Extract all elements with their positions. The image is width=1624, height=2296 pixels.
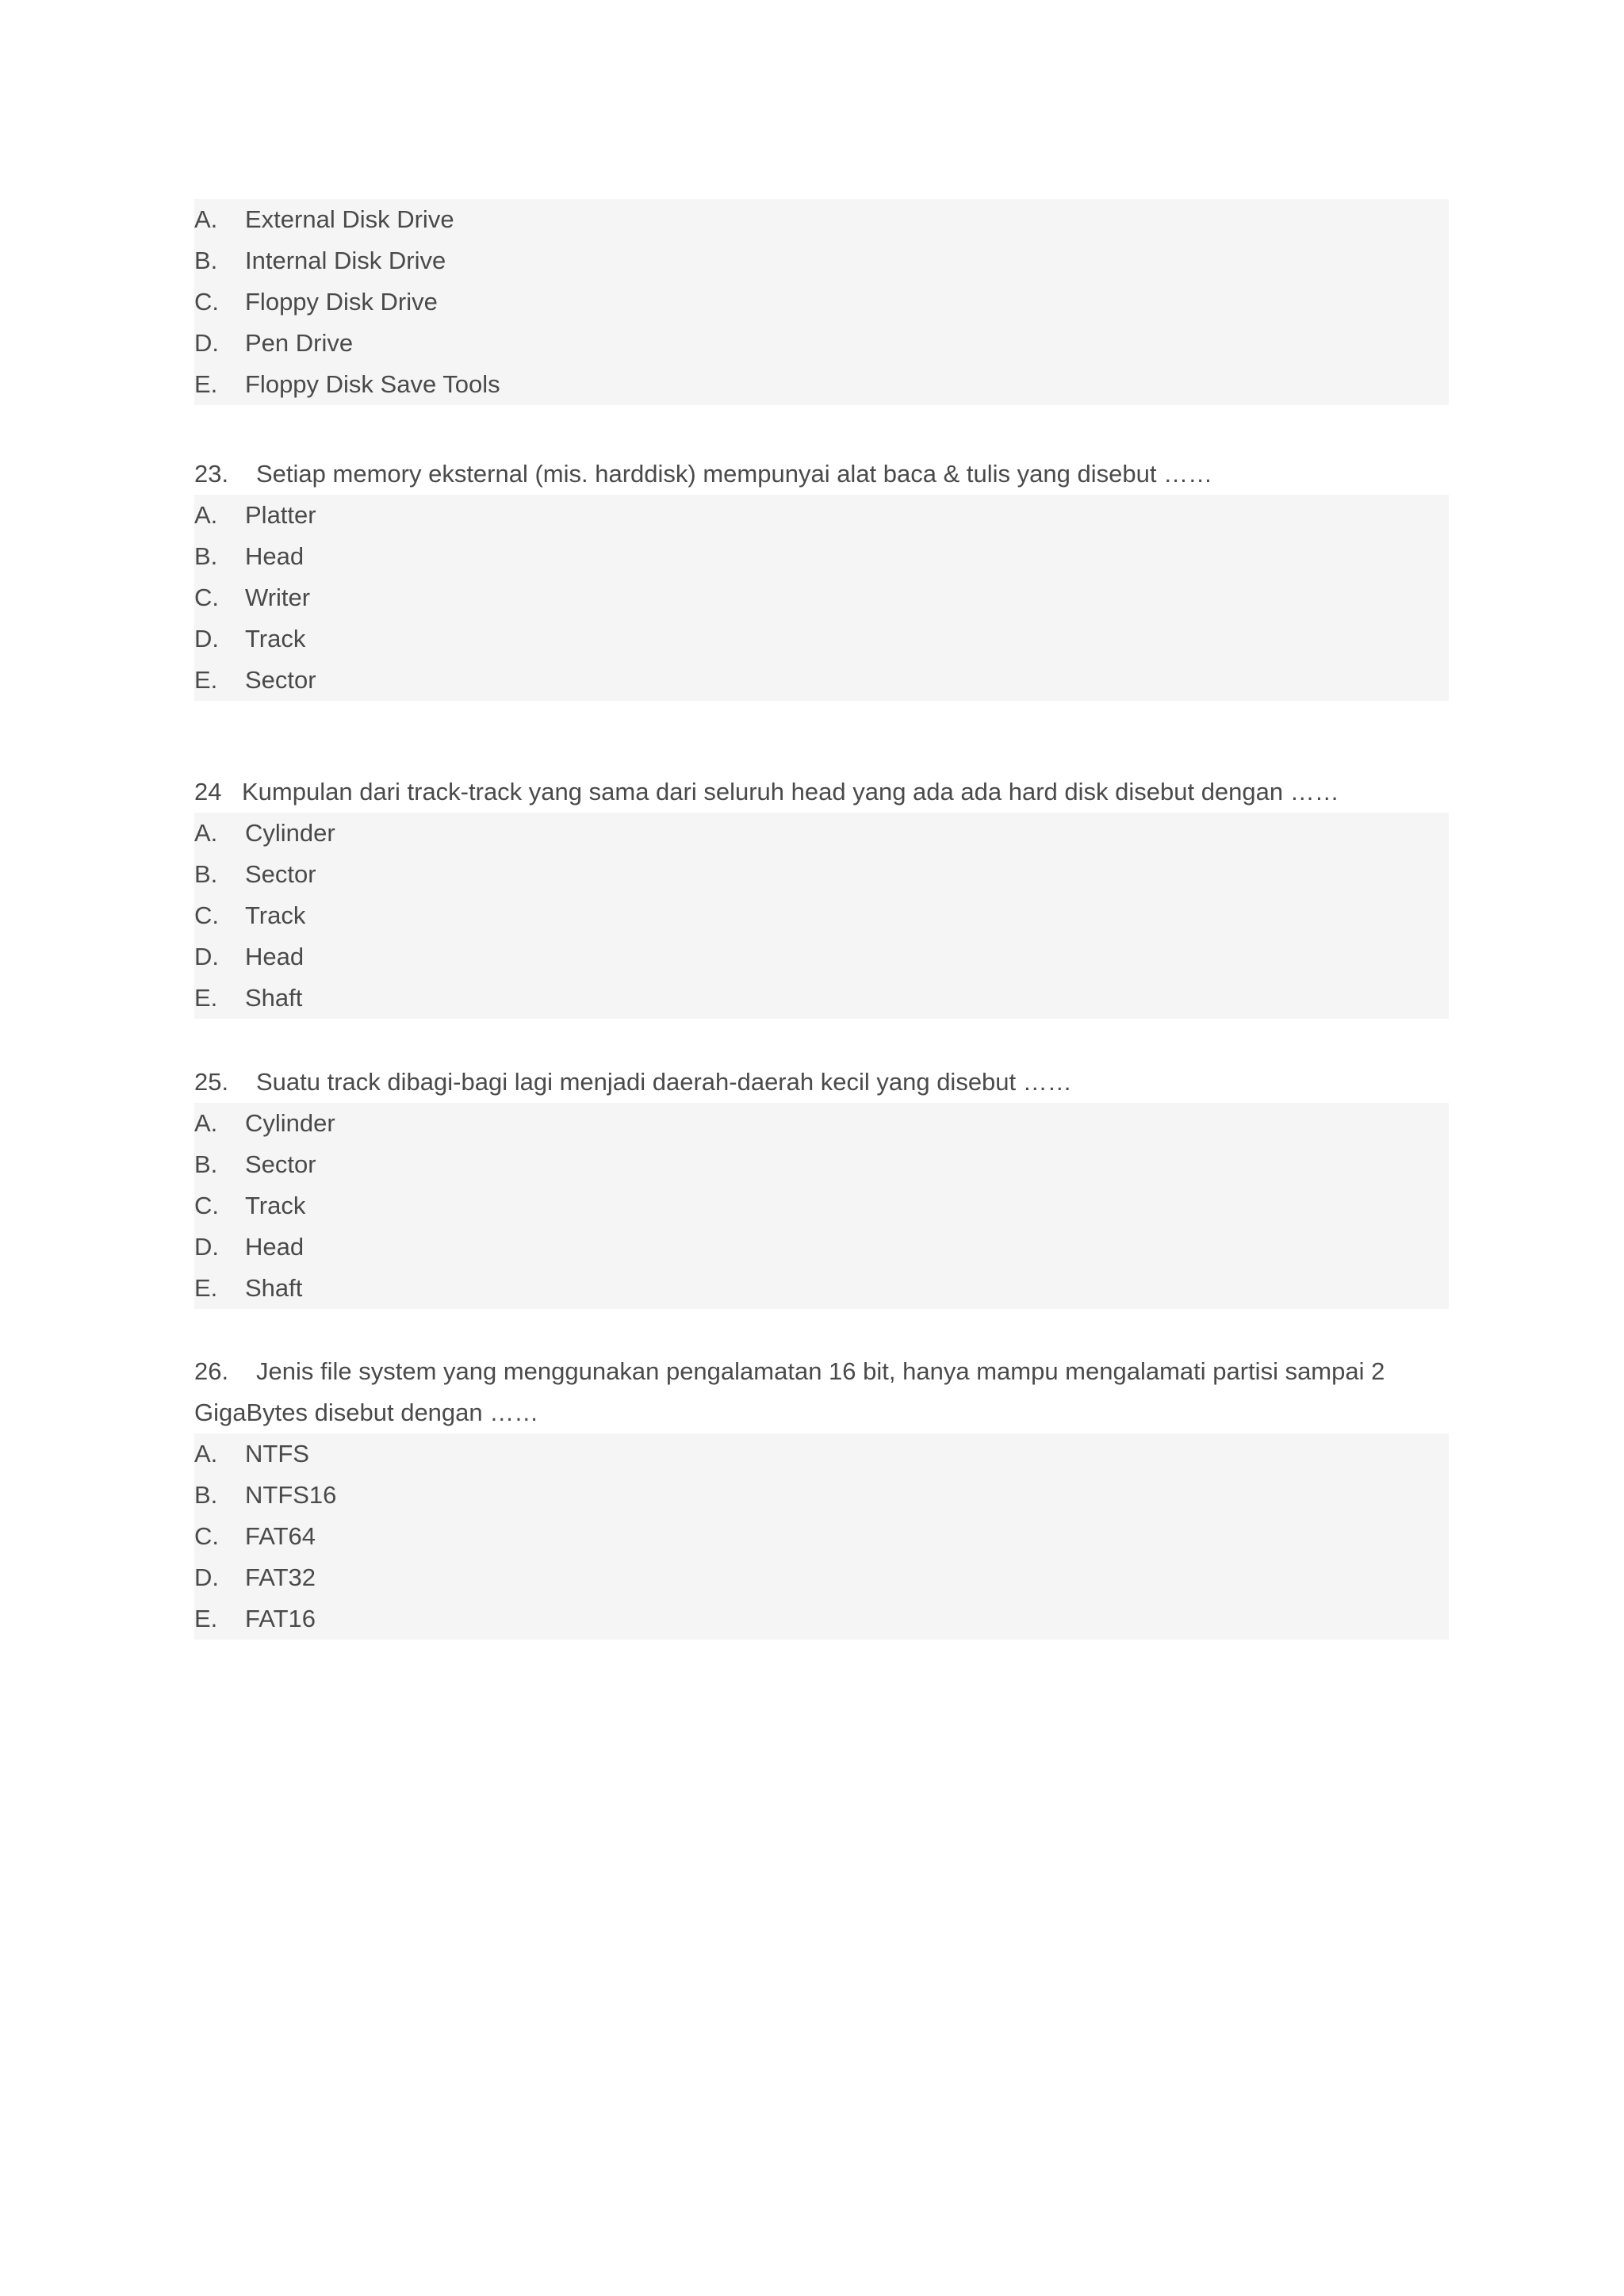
question-stem: Suatu track dibagi-bagi lagi menjadi daerah-daerah kecil yang disebut …… — [256, 1068, 1072, 1096]
option-d — [194, 323, 1449, 364]
option-letter: A. — [194, 819, 218, 847]
option-text: Floppy Disk Drive — [245, 288, 438, 316]
option-b — [194, 1475, 1449, 1516]
option-d — [194, 618, 1449, 660]
option-text: Track — [245, 625, 306, 652]
option-letter: E. — [194, 1274, 218, 1302]
question-stem: Setiap memory eksternal (mis. harddisk) mempunyai alat baca & tulis yang disebut …… — [256, 460, 1213, 488]
option-text: Head — [245, 542, 304, 570]
option-letter: C. — [194, 1522, 219, 1550]
question-text — [194, 771, 1449, 813]
option-text: Internal Disk Drive — [245, 247, 446, 274]
options-list — [194, 199, 1449, 405]
question-23-block — [194, 453, 1449, 701]
option-a — [194, 1433, 1449, 1475]
option-letter: C. — [194, 901, 219, 929]
option-c — [194, 577, 1449, 618]
question-24-block — [194, 771, 1449, 1019]
option-letter: C. — [194, 584, 219, 611]
option-a — [194, 199, 1449, 240]
option-letter: E. — [194, 666, 218, 694]
option-text: External Disk Drive — [245, 205, 454, 233]
option-letter: E. — [194, 1605, 218, 1632]
option-letter: E. — [194, 370, 218, 398]
option-text: Cylinder — [245, 1109, 335, 1137]
option-letter: D. — [194, 1233, 219, 1261]
option-b — [194, 1144, 1449, 1185]
option-text: Head — [245, 1233, 304, 1261]
options-list — [194, 495, 1449, 701]
question-text — [194, 1351, 1431, 1433]
option-letter: D. — [194, 329, 219, 357]
option-e — [194, 660, 1449, 701]
question-number: 26. — [194, 1357, 229, 1385]
options-list — [194, 1103, 1449, 1309]
option-letter: A. — [194, 501, 218, 529]
option-b — [194, 536, 1449, 577]
option-letter: A. — [194, 1440, 218, 1468]
question-text — [194, 453, 1449, 495]
option-d — [194, 936, 1449, 978]
option-letter: C. — [194, 288, 219, 316]
option-letter: C. — [194, 1192, 219, 1219]
option-text: Floppy Disk Save Tools — [245, 370, 500, 398]
option-text: Platter — [245, 501, 316, 529]
question-25-block — [194, 1062, 1449, 1309]
option-c — [194, 281, 1449, 323]
option-text: Sector — [245, 860, 316, 888]
option-text: Writer — [245, 584, 311, 611]
question-number: 25. — [194, 1068, 229, 1096]
option-a — [194, 495, 1449, 536]
question-number: 23. — [194, 460, 229, 488]
option-a — [194, 1103, 1449, 1144]
option-text: Shaft — [245, 1274, 303, 1302]
option-e — [194, 364, 1449, 405]
option-d — [194, 1226, 1449, 1268]
question-stem: Kumpulan dari track-track yang sama dari seluruh head yang ada ada hard disk disebut dengan …… — [242, 778, 1339, 806]
option-letter: B. — [194, 860, 218, 888]
option-letter: D. — [194, 1563, 219, 1591]
option-text: Head — [245, 943, 304, 970]
option-text: Cylinder — [245, 819, 335, 847]
option-text: NTFS — [245, 1440, 309, 1468]
option-letter: A. — [194, 1109, 218, 1137]
option-e — [194, 978, 1449, 1019]
option-text: Track — [245, 1192, 306, 1219]
option-b — [194, 240, 1449, 281]
option-letter: D. — [194, 943, 219, 970]
option-b — [194, 854, 1449, 895]
option-c — [194, 1185, 1449, 1226]
options-list — [194, 813, 1449, 1019]
option-letter: D. — [194, 625, 219, 652]
option-text: Pen Drive — [245, 329, 354, 357]
question-text — [194, 1062, 1449, 1103]
option-text: FAT16 — [245, 1605, 316, 1632]
question-26-block — [194, 1351, 1449, 1640]
question-number: 24 — [194, 778, 222, 806]
option-e — [194, 1268, 1449, 1309]
option-text: FAT64 — [245, 1522, 316, 1550]
options-list — [194, 1433, 1449, 1640]
option-letter: E. — [194, 984, 218, 1012]
option-text: Sector — [245, 666, 316, 694]
option-text: FAT32 — [245, 1563, 316, 1591]
option-text: Sector — [245, 1150, 316, 1178]
option-text: Track — [245, 901, 306, 929]
option-e — [194, 1598, 1449, 1640]
option-letter: B. — [194, 542, 218, 570]
option-text: Shaft — [245, 984, 303, 1012]
option-letter: B. — [194, 1481, 218, 1509]
question-stem: Jenis file system yang menggunakan pengalamatan 16 bit, hanya mampu mengalamati partisi sampai 2 GigaBytes disebut dengan …… — [194, 1357, 1385, 1426]
option-d — [194, 1557, 1449, 1598]
question-22-block — [194, 199, 1449, 405]
option-letter: B. — [194, 1150, 218, 1178]
option-text: NTFS16 — [245, 1481, 337, 1509]
option-c — [194, 1516, 1449, 1557]
option-c — [194, 895, 1449, 936]
option-a — [194, 813, 1449, 854]
option-letter: A. — [194, 205, 218, 233]
option-letter: B. — [194, 247, 218, 274]
